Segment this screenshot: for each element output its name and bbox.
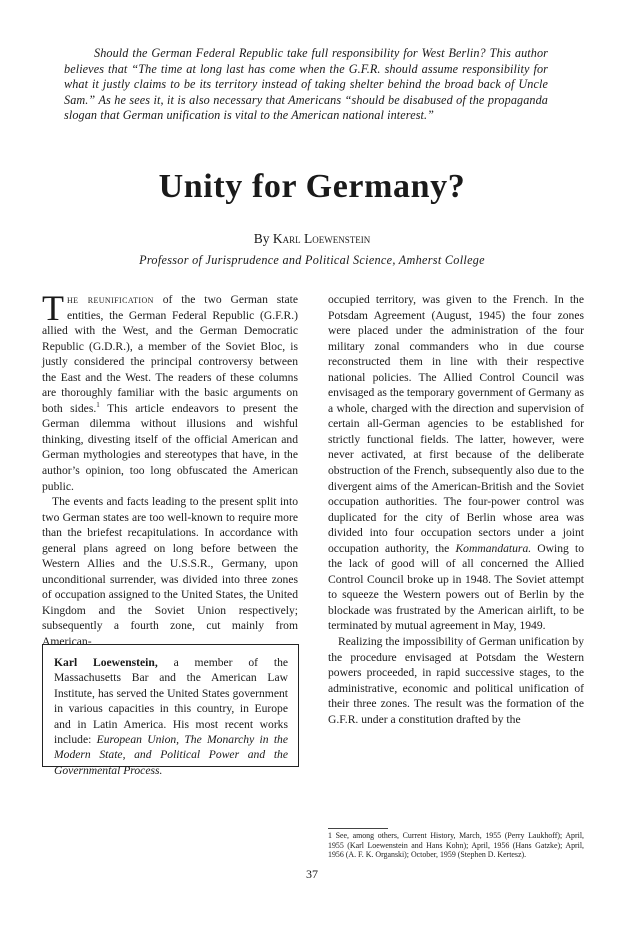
bio-works: European Union, The Monarchy in the Modern State, and Political Power and the Governmental Process. — [54, 733, 288, 777]
page-number: 37 — [306, 867, 318, 881]
byline-by: By — [253, 231, 270, 246]
footnote-divider — [328, 828, 388, 829]
author-bio-box — [42, 644, 299, 777]
paragraph-2: The events and facts leading to the present split into two German states are too well-known to require more than the briefest recapitulations. In accordance with general plans agreed on long before between the Western Allies and the U.S.S.R., Germany, upon unconditional surrender, was divided into three zones of occupation assigned to the United States, the United Kingdom and the Soviet Union respectively; subsequently a fourth zone, cut mainly from American- — [42, 495, 298, 649]
byline — [0, 231, 624, 247]
author-affiliation: Professor of Jurisprudence and Political Science, Amherst College — [139, 253, 485, 267]
intro-blurb: Should the German Federal Republic take full responsibility for West Berlin? This author believes that “The time at long last has come when the G.F.R. should assume responsibility for what it justly claims to be its territory instead of taking shelter behind the broad back of Uncle Sam.” As he sees it, it is also necessary that Americans “should be disabused of the propaganda slogan that German unification is vital to the American national interest.” — [64, 46, 548, 123]
paragraph-4: Realizing the impossibility of German unification by the procedure envisaged at Potsdam the Western powers proceeded, in rapid successive stages, to the administrative, economic and political unification of their three zones. The result was the formation of the G.F.R. under a constitution drafted by the — [328, 635, 584, 726]
paragraph-1 — [42, 288, 298, 494]
paragraph-3 — [328, 292, 584, 634]
footnote-ref: 1 — [96, 400, 100, 409]
kommandatura-term: Kommandatura. — [455, 541, 532, 555]
author-name: Karl Loewenstein — [272, 231, 371, 246]
paragraph-3-b: Owing to the lack of good will of all concerned the Allied Control Council broke up in 1948. The Soviet attempt to squeeze the Western powers out of Berlin by the blockade was frustrated by the American airlift, to be terminated by mutual agreement in May, 1949. — [328, 541, 585, 633]
footnote: 1 See, among others, Current History, March, 1955 (Perry Laukhoff); April, 1955 (Karl Loewenstein and Hans Kohn); April, 1956 (Hans Gatzke); April, 1956 (A. F. K. Organski); October, 1959 (Stephen D. Kertesz). — [328, 831, 584, 860]
paragraph-3-a: occupied territory, was given to the French. In the Potsdam Agreement (August, 1945) the four zones were placed under the administration of the four military zonal commanders who in due course reconstructed them in line with their respective national policies. The Allied Control Council was envisaged as the temporary government of Germany as a whole, charged with the direction and supervision of certain all-German agencies to be established for strictly functional fields. The latter, however, were never activated, at first because of the deliberate obstruction of the French, subsequently also due to the divergent aims of the American-British and the Soviet occupation authorities. The four-power control was duplicated for the city of Berlin whose area was divided into four occupation sectors under a joint occupation authority, the — [328, 293, 584, 555]
paragraph-1-body: of the two German state entities, the German Federal Republic (G.F.R.) allied with the West, and the German Democratic Republic (G.D.R.), a member of the Soviet Bloc, is justly considered the principal controversy between the East and the West. The readers of these columns are thoroughly familiar with the basic arguments on both sides. — [42, 293, 298, 415]
lead-smallcaps: he reunification — [67, 293, 154, 306]
left-column — [42, 288, 298, 650]
paragraph-1-end: This article endeavors to present the German dilemma without illusions and wishful thinking, divesting itself of the official American and German mythologies and stereotypes that have, in the author’s opinion, too long obfuscated the American public. — [42, 401, 298, 493]
drop-cap: T — [42, 288, 64, 328]
bio-name: Karl Loewenstein, — [54, 656, 158, 669]
bio-text: a member of the Massachusetts Bar and the American Law Institute, has served the United States government in various capacities in this country, in Europe and in Latin America. His most recent works include: — [54, 656, 289, 747]
right-column — [328, 292, 584, 727]
article-title: Unity for Germany? — [158, 168, 466, 205]
